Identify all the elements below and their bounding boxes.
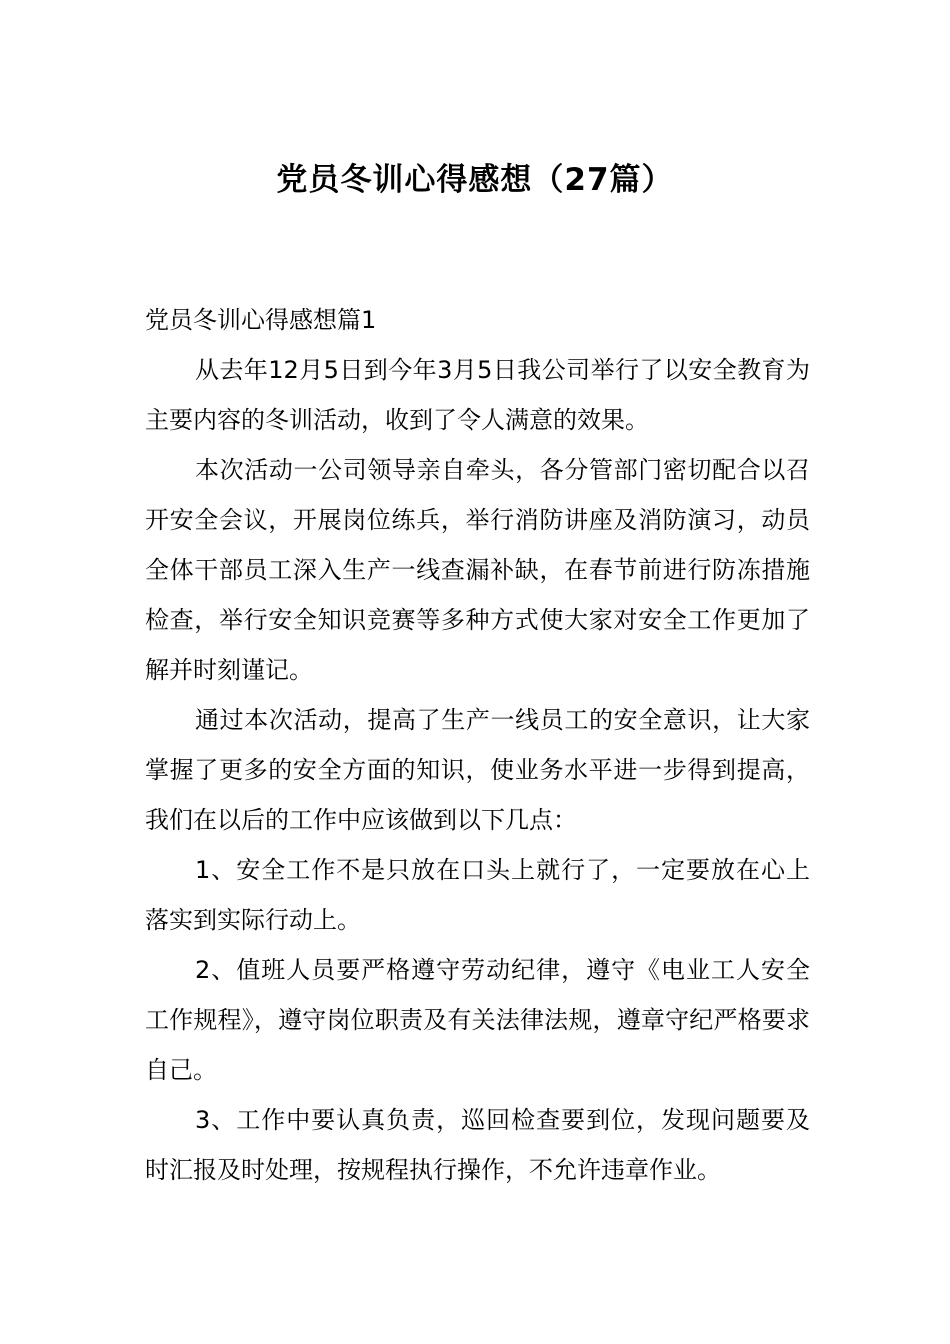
list-item: 2、值班人员要严格遵守劳动纪律，遵守《电业工人安全工作规程》，遵守岗位职责及有关法律法规，遵章守纪严格要求自己。 bbox=[145, 956, 810, 1084]
paragraph: 通过本次活动，提高了生产一线员工的安全意识，让大家掌握了更多的安全方面的知识，使业务水平进一步得到提高，我们在以后的工作中应该做到以下几点： bbox=[145, 706, 810, 834]
document-title: 党员冬训心得感想（27篇） bbox=[276, 162, 674, 198]
paragraph: 本次活动一公司领导亲自牵头，各分管部门密切配合以召开安全会议，开展岗位练兵，举行消防讲座及消防演习，动员全体干部员工深入生产一线查漏补缺，在春节前进行防冻措施检查，举行安全知识竞赛等多种方式使大家对安全工作更加了解并时刻谨记。 bbox=[145, 456, 810, 684]
section-heading: 党员冬训心得感想篇1 bbox=[145, 306, 377, 334]
list-item: 3、工作中要认真负责，巡回检查要到位，发现问题要及时汇报及时处理，按规程执行操作，不允许违章作业。 bbox=[145, 1106, 810, 1184]
document-body bbox=[145, 295, 810, 1195]
list-item: 1、安全工作不是只放在口头上就行了，一定要放在心上落实到实际行动上。 bbox=[145, 856, 810, 934]
paragraph: 从去年12月5日到今年3月5日我公司举行了以安全教育为主要内容的冬训活动，收到了令人满意的效果。 bbox=[145, 356, 810, 434]
